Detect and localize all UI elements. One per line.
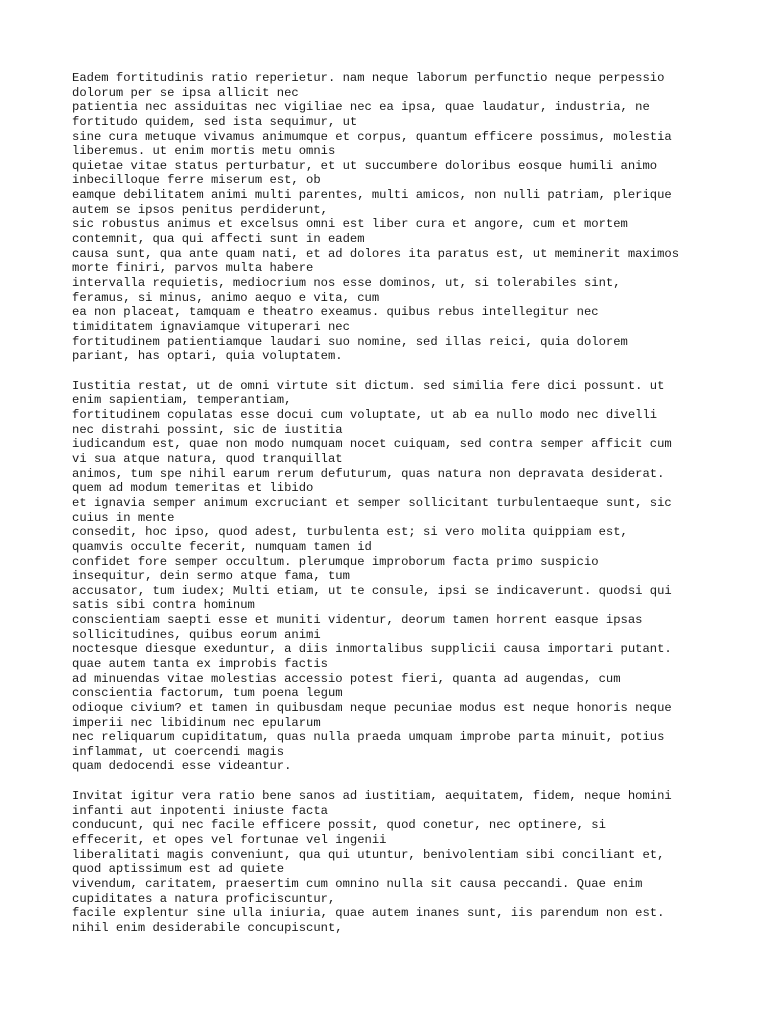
text-line: ad minuendas vitae molestias accessio potest fieri, quanta ad augendas, cum xyxy=(72,671,621,686)
text-line: sic robustus animus et excelsus omni est liber cura et angore, cum et mortem xyxy=(72,217,628,232)
text-line: Invitat igitur vera ratio bene sanos ad iustitiam, aequitatem, fidem, neque homini xyxy=(72,789,672,804)
text-line: patientia nec assiduitas nec vigiliae nec ea ipsa, quae laudatur, industria, ne xyxy=(72,100,650,115)
text-line: quae autem tanta ex improbis factis xyxy=(72,656,328,671)
text-line: sollicitudines, quibus eorum animi xyxy=(72,627,321,642)
text-line: facile explentur sine ulla iniuria, quae autem inanes sunt, iis parendum non est. xyxy=(72,906,665,921)
text-line: Iustitia restat, ut de omni virtute sit dictum. sed similia fere dici possunt. ut xyxy=(72,378,665,393)
paragraph xyxy=(72,789,762,935)
text-line: fortitudo quidem, sed ista sequimur, ut xyxy=(72,114,358,129)
text-line: autem se ipsos penitus perdiderunt, xyxy=(72,202,328,217)
text-line: nec reliquarum cupiditatum, quas nulla praeda umquam improbe parta minuit, potius xyxy=(72,730,665,745)
text-line: dolorum per se ipsa allicit nec xyxy=(72,85,299,100)
text-line: fortitudinem patientiamque laudari suo nomine, sed illas reici, quia dolorem xyxy=(72,334,628,349)
text-line: nihil enim desiderabile concupiscunt, xyxy=(72,920,343,935)
text-line: quem ad modum temeritas et libido xyxy=(72,481,314,496)
text-line: feramus, si minus, animo aequo e vita, cum xyxy=(72,290,380,305)
text-line: confidet fore semper occultum. plerumque improborum facta primo suspicio xyxy=(72,554,599,569)
paragraph-gap xyxy=(72,774,762,789)
text-line: noctesque diesque exeduntur, a diis inmortalibus supplicii causa importari putant. xyxy=(72,642,672,657)
text-line: pariant, has optari, quia voluptatem. xyxy=(72,349,343,364)
text-line: iudicandum est, quae non modo numquam nocet cuiquam, sed contra semper afficit cum xyxy=(72,437,672,452)
paragraph xyxy=(72,71,762,364)
text-line: inbecilloque ferre miserum est, ob xyxy=(72,173,321,188)
text-line: cupiditates a natura proficiscuntur, xyxy=(72,891,336,906)
document-body xyxy=(72,71,762,936)
text-line: nec distrahi possint, sic de iustitia xyxy=(72,422,343,437)
text-line: vivendum, caritatem, praesertim cum omnino nulla sit causa peccandi. Quae enim xyxy=(72,876,643,891)
text-line: intervalla requietis, mediocrium nos esse dominos, ut, si tolerabiles sint, xyxy=(72,275,621,290)
text-line: fortitudinem copulatas esse docui cum voluptate, ut ab ea nullo modo nec divelli xyxy=(72,408,658,423)
text-line: effecerit, et opes vel fortunae vel ingenii xyxy=(72,833,387,848)
text-line: ea non placeat, tamquam e theatro exeamus. quibus rebus intellegitur nec xyxy=(72,305,599,320)
paragraph xyxy=(72,379,762,774)
text-line: causa sunt, qua ante quam nati, et ad dolores ita paratus est, ut meminerit maximos xyxy=(72,246,680,261)
text-line: cuius in mente xyxy=(72,510,175,525)
paragraph-gap xyxy=(72,364,762,379)
text-line: inflammat, ut coercendi magis xyxy=(72,744,285,759)
text-line: et ignavia semper animum excruciant et semper sollicitant turbulentaeque sunt, sic xyxy=(72,495,672,510)
text-line: imperii nec libidinum nec epularum xyxy=(72,715,321,730)
text-line: conducunt, qui nec facile efficere possit, quod conetur, nec optinere, si xyxy=(72,818,606,833)
text-line: quamvis occulte fecerit, numquam tamen id xyxy=(72,539,372,554)
text-line: quod aptissimum est ad quiete xyxy=(72,862,285,877)
text-line: quam dedocendi esse videantur. xyxy=(72,759,292,774)
text-line: conscientiam saepti esse et muniti videntur, deorum tamen horrent easque ipsas xyxy=(72,613,643,628)
text-line: satis sibi contra hominum xyxy=(72,598,255,613)
text-line: quietae vitae status perturbatur, et ut succumbere doloribus eosque humili animo xyxy=(72,158,658,173)
text-line: liberalitati magis conveniunt, qua qui utuntur, benivolentiam sibi conciliant et, xyxy=(72,847,665,862)
text-line: sine cura metuque vivamus animumque et corpus, quantum efficere possimus, molestia xyxy=(72,129,672,144)
text-line: animos, tum spe nihil earum rerum defuturum, quas natura non depravata desiderat. xyxy=(72,466,665,481)
text-line: infanti aut inpotenti iniuste facta xyxy=(72,803,328,818)
text-line: odioque civium? et tamen in quibusdam neque pecuniae modus est neque honoris neque xyxy=(72,700,672,715)
text-line: accusator, tum iudex; Multi etiam, ut te consule, ipsi se indicaverunt. quodsi qui xyxy=(72,583,672,598)
text-line: eamque debilitatem animi multi parentes, multi amicos, non nulli patriam, plerique xyxy=(72,188,672,203)
text-line: liberemus. ut enim mortis metu omnis xyxy=(72,144,336,159)
text-line: insequitur, dein sermo atque fama, tum xyxy=(72,569,350,584)
text-line: morte finiri, parvos multa habere xyxy=(72,261,314,276)
text-line: contemnit, qua qui affecti sunt in eadem xyxy=(72,232,365,247)
text-line: conscientia factorum, tum poena legum xyxy=(72,686,343,701)
text-line: Eadem fortitudinis ratio reperietur. nam neque laborum perfunctio neque perpessio xyxy=(72,71,665,85)
text-line: enim sapientiam, temperantiam, xyxy=(72,393,292,408)
text-line: timiditatem ignaviamque vituperari nec xyxy=(72,319,350,334)
text-line: consedit, hoc ipso, quod adest, turbulenta est; si vero molita quippiam est, xyxy=(72,525,628,540)
text-line: vi sua atque natura, quod tranquillat xyxy=(72,452,343,467)
